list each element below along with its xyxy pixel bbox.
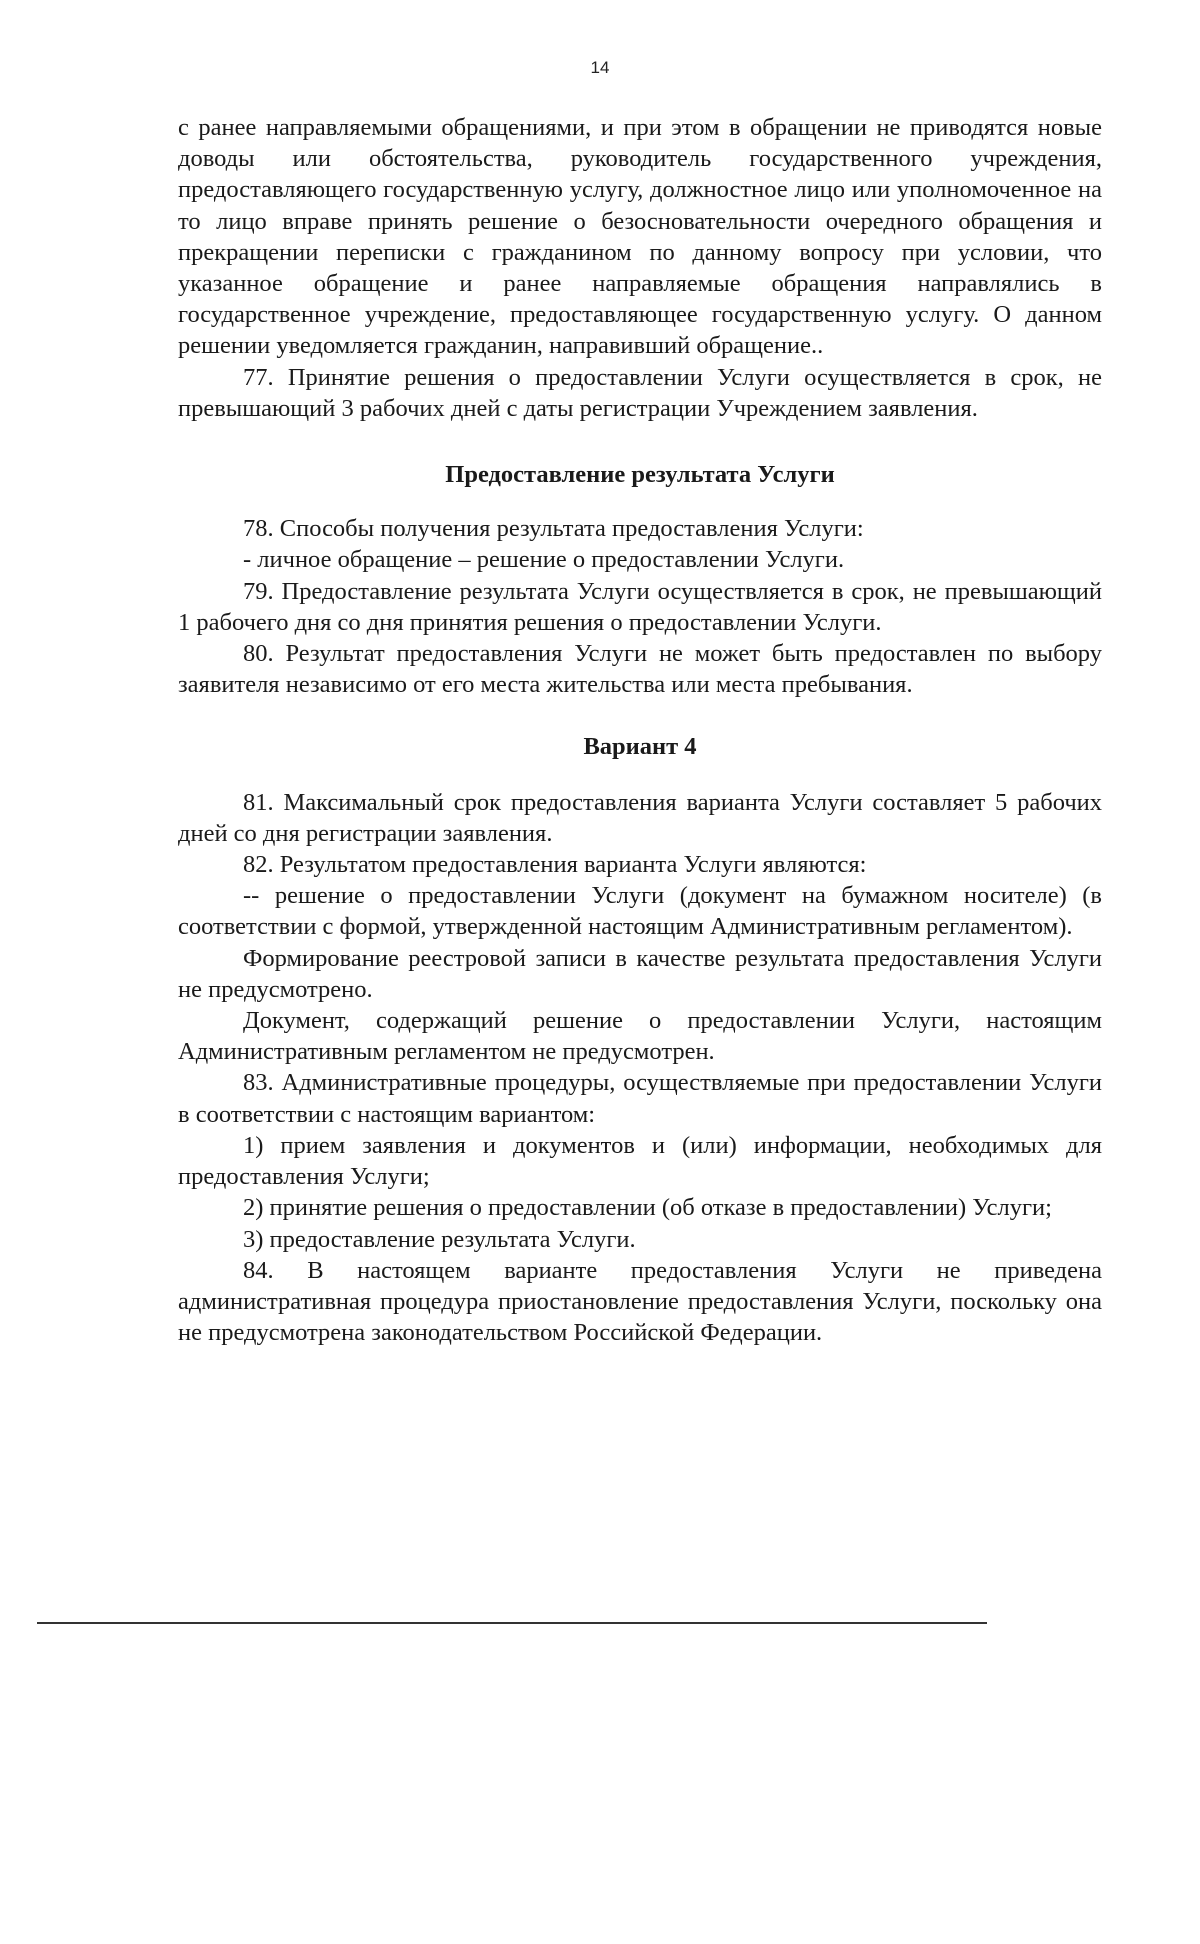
paragraph-82: 82. Результатом предоставления варианта Услуги являются:	[243, 851, 867, 879]
section-heading-result: Предоставление результата Услуги	[445, 461, 835, 489]
footer-divider	[37, 1622, 987, 1624]
paragraph-78-item: - личное обращение – решение о предоставлении Услуги.	[243, 546, 845, 574]
paragraph-83-item-3: 3) предоставление результата Услуги.	[243, 1225, 636, 1253]
paragraph-80: 80. Результат предоставления Услуги не может быть предоставлен по выбору заявителя независимо от его места жительства или места пребывания.	[178, 640, 1102, 699]
page-number: 14	[590, 58, 610, 77]
paragraph-82-registry: Формирование реестровой записи в качестве результата предоставления Услуги не предусмотрено.	[178, 944, 1102, 1003]
paragraph-81: 81. Максимальный срок предоставления варианта Услуги составляет 5 рабочих дней со дня регистрации заявления.	[178, 788, 1102, 847]
paragraph-83-item-2: 2) принятие решения о предоставлении (об отказе в предоставлении) Услуги;	[243, 1194, 1052, 1222]
paragraph-77: 77. Принятие решения о предоставлении Услуги осуществляется в срок, не превышающий 3 рабочих дней с даты регистрации Учреждением заявления.	[178, 363, 1102, 422]
paragraph-78: 78. Способы получения результата предоставления Услуги:	[243, 515, 864, 543]
paragraph-84: 84. В настоящем варианте предоставления Услуги не приведена административная процедура приостановление предоставления Услуги, поскольку она не предусмотрена законодательством Российской Федерации.	[178, 1256, 1102, 1347]
paragraph-79: 79. Предоставление результата Услуги осуществляется в срок, не превышающий 1 рабочего дня со дня принятия решения о предоставлении Услуги.	[178, 577, 1102, 636]
document-body	[178, 112, 1102, 1348]
section-heading-variant-4: Вариант 4	[583, 733, 697, 761]
paragraph-82-document: Документ, содержащий решение о предоставлении Услуги, настоящим Административным регламентом не предусмотрен.	[178, 1007, 1102, 1066]
paragraph-82-item: -- решение о предоставлении Услуги (документ на бумажном носителе) (в соответствии с формой, утвержденной настоящим Административным регламентом).	[178, 882, 1102, 941]
paragraph-83-item-1: 1) прием заявления и документов и (или) информации, необходимых для предоставления Услуги;	[178, 1131, 1102, 1191]
paragraph-83: 83. Административные процедуры, осуществляемые при предоставлении Услуги в соответствии с настоящим вариантом:	[178, 1069, 1102, 1128]
paragraph-continuation: с ранее направляемыми обращениями, и при этом в обращении не приводятся новые доводы или обстоятельства, руководитель государственного учреждения, предоставляющего государственную услугу, должностное лицо или уполномоченное на то лицо вправе принять решение о безосновательности очередного обращения и прекращении переписки с гражданином по данному вопросу при условии, что указанное обращение и ранее направляемые обращения направлялись в государственное учреждение, предоставляющее государственную услугу. О данном решении уведомляется гражданин, направивший обращение..	[178, 114, 1102, 360]
